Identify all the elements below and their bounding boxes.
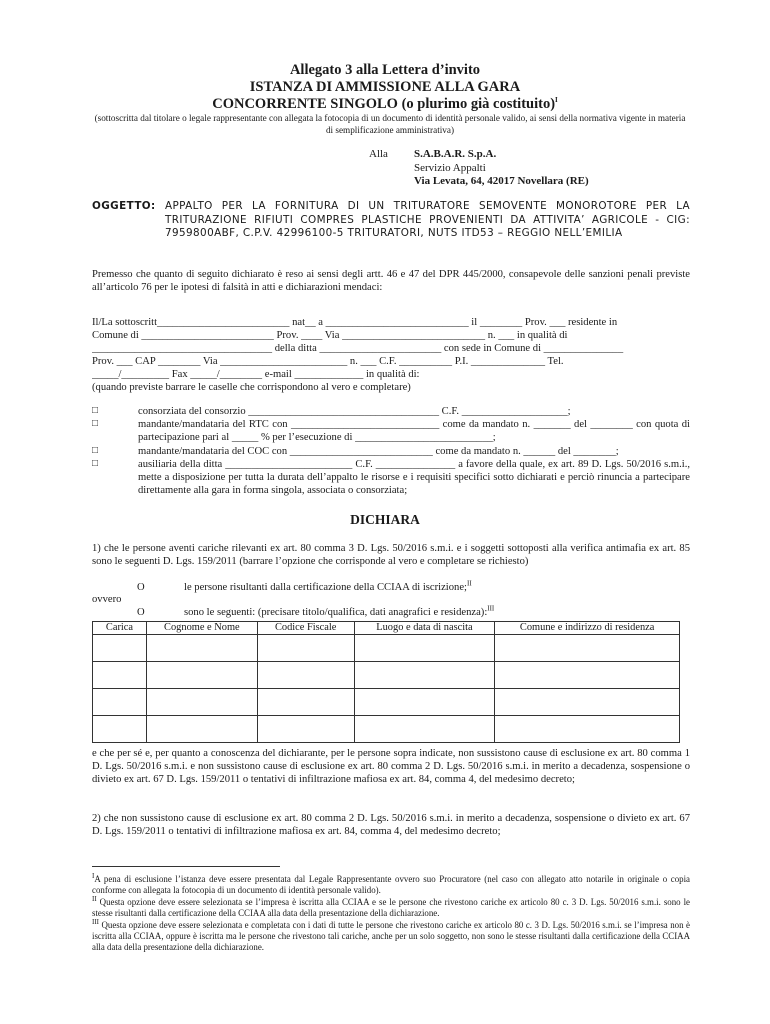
recipient-address: Via Levata, 64, 42017 Novellara (RE) [414, 175, 589, 187]
table-cell[interactable] [354, 662, 495, 689]
col-residenza: Comune e indirizzo di residenza [495, 622, 680, 635]
table-cell[interactable] [257, 689, 354, 716]
table-cell[interactable] [93, 662, 147, 689]
checkbox-coc[interactable]: □ [92, 445, 99, 456]
table-cell[interactable] [495, 635, 680, 662]
identity-line-5: _____/_________ Fax _____/________ e-mail _____________ in qualità di: [92, 369, 420, 380]
table-cell[interactable] [495, 689, 680, 716]
identity-line-1: Il/La sottoscritt_________________________ nat__ a ___________________________ il ________ Prov. ___ residente in [92, 317, 618, 328]
table-header-row [93, 622, 680, 635]
footnote-ref-1: I [555, 96, 558, 105]
option-coc: mandante/mandataria del COC con ___________________________ come da mandato n. ______ del ________; [138, 446, 619, 457]
table-cell[interactable] [257, 635, 354, 662]
table-cell[interactable] [495, 662, 680, 689]
footnote-1-mark: I [92, 872, 95, 881]
ovvero-label: ovvero [92, 594, 122, 605]
table-cell[interactable] [257, 662, 354, 689]
recipient-office: Servizio Appalti [414, 161, 486, 174]
table-cell[interactable] [93, 689, 147, 716]
radio-option-2[interactable]: O [137, 607, 145, 618]
title-line-1: Allegato 3 alla Lettera d’invito [289, 62, 481, 78]
footnote-ref-3: III [487, 604, 495, 613]
footnote-2 [92, 897, 690, 919]
option-rtc: mandante/mandataria del RTC con ____________________________ come da mandato n. _______ del ________ con quota di partecipazione pari al _____ % per l’esecuzione di __________________________; [138, 419, 690, 444]
footnote-2-text: Questa opzione deve essere selezionata se l’impresa è iscritta alla CCIAA e se le persone che rivestono cariche ex articolo 80 c. 3 D. Lgs. 50/2016 s.m.i. sono le stesse risultanti dalla certificazione della CCIAA alla data della presentazione della dichiarazione. [92, 897, 691, 919]
oggetto-label: OGGETTO: [92, 200, 156, 212]
choice-option-1 [184, 579, 472, 593]
identity-line-4: Prov. ___ CAP ________ Via ________________________ n. ___ C.F. __________ P.I. ______________ Tel. [92, 356, 564, 367]
checkbox-consorziata[interactable]: □ [92, 405, 99, 416]
radio-option-1[interactable]: O [137, 582, 145, 593]
title-line-3 [0, 96, 770, 113]
identity-line-3: __________________________________ della ditta _______________________ con sede in Comune di _______________ [92, 343, 624, 354]
table-cell[interactable] [354, 635, 495, 662]
choice-option-2 [184, 604, 495, 618]
title-line-2: ISTANZA DI AMMISSIONE ALLA GARA [249, 79, 521, 95]
table-cell[interactable] [146, 635, 257, 662]
table-row [93, 635, 680, 662]
oggetto-text: APPALTO PER LA FORNITURA DI UN TRITURATORE SEMOVENTE MONOROTORE PER LA TRITURAZIONE RIFIUTI COMPRES PLASTICHE PROVENIENTI DA ATTIVITA’ AGRICOLE - CIG: 7959800ABF, C.P.V. 42996100-5 TRITURATORI, NUTS ITD53 – REGGIO NELL’EMILIA [165, 200, 690, 239]
col-carica: Carica [93, 622, 147, 635]
checkbox-rtc[interactable]: □ [92, 418, 99, 429]
col-luogo-data-nascita: Luogo e data di nascita [354, 622, 495, 635]
after-table-paragraph: e che per sé e, per quanto a conoscenza del dichiarante, per le persone sopra indicate, non sussistono cause di esclusione ex art. 80 comma 1 D. Lgs. 50/2016 s.m.i. e non sussistono cause di esclusione ex art. 80 comma 2 D. Lgs. 50/2016 s.m.i. in merito a decadenza, sospensione o divieto ex art. 67 D. Lgs. 159/2011 o tentativi di infiltrazione mafiosa ex art. 84, comma 4, del medesimo decreto; [92, 748, 690, 786]
footnote-divider [92, 866, 280, 867]
footnote-ref-2: II [467, 579, 472, 588]
table-row [93, 689, 680, 716]
option-consorziata: consorziata del consorzio ____________________________________ C.F. ____________________; [138, 406, 571, 417]
point-2-paragraph: 2) che non sussistono cause di esclusione ex art. 80 comma 2 D. Lgs. 50/2016 s.m.i. in merito a decadenza, sospensione o divieto ex art. 67 D. Lgs. 159/2011 o tentativi di infiltrazione mafiosa ex art. 84, comma 4, del medesimo decreto; [92, 813, 690, 838]
identity-line-6: (quando previste barrare le caselle che corrispondono al vero e completare) [92, 382, 411, 393]
footnote-1 [92, 874, 690, 896]
footnote-1-text: A pena di esclusione l’istanza deve essere presentata dal Legale Rappresentante ovvero suo Procuratore (nel caso con allegato atto notarile in originale o copia conforme con allegata la fotocopia di un documento di identità personale valido). [92, 874, 690, 896]
table-cell[interactable] [93, 716, 147, 743]
premessa-paragraph: Premesso che quanto di seguito dichiarato è reso ai sensi degli artt. 46 e 47 del DPR 445/2000, consapevole delle sanzioni penali previste all’articolo 76 per le ipotesi di falsità in atti e dichiarazioni mendaci: [92, 269, 690, 294]
persons-table [92, 621, 680, 743]
footnote-3-mark: III [92, 918, 99, 927]
choice-option-2-text: sono le seguenti: (precisare titolo/qualifica, dati anagrafici e residenza): [184, 607, 488, 618]
col-cognome-nome: Cognome e Nome [146, 622, 257, 635]
table-cell[interactable] [146, 662, 257, 689]
table-cell[interactable] [146, 716, 257, 743]
table-cell[interactable] [257, 716, 354, 743]
title-line-3-text: CONCORRENTE SINGOLO (o plurimo già costituito) [212, 96, 556, 112]
recipient-alla: Alla [369, 148, 388, 160]
point-1-paragraph: 1) che le persone aventi cariche rilevanti ex art. 80 comma 3 D. Lgs. 50/2016 s.m.i. e i soggetti sottoposti alla verifica antimafia ex art. 85 sono le seguenti D. Lgs. 159/2011 (barrare l’opzione che corrisponde al vero e completare se richiesto) [92, 543, 690, 568]
col-codice-fiscale: Codice Fiscale [257, 622, 354, 635]
table-row [93, 662, 680, 689]
table-cell[interactable] [495, 716, 680, 743]
oggetto-block [92, 200, 690, 239]
checkbox-ausiliaria[interactable]: □ [92, 458, 99, 469]
dichiara-heading: DICHIARA [350, 512, 420, 527]
option-ausiliaria: ausiliaria della ditta ________________________ C.F. _______________ a favore della quale, ex art. 89 D. Lgs. 50/2016 s.m.i., mette a disposizione per tutta la durata dell’appalto le risorse e i requisiti specifici sotto dichiarati e perciò rinuncia a partecipare direttamente alla gara in forma singola, associata o consorziata; [138, 459, 690, 497]
footnote-3 [92, 920, 690, 954]
identity-line-2: Comune di _________________________ Prov. ____ Via ___________________________ n. ___ in qualità di [92, 330, 568, 341]
footnote-2-mark: II [92, 895, 97, 904]
table-cell[interactable] [146, 689, 257, 716]
table-cell[interactable] [354, 716, 495, 743]
recipient-name: S.A.B.A.R. S.p.A. [414, 148, 497, 160]
subtitle: (sottoscritta dal titolare o legale rappresentante con allegata la fotocopia di un documento di identità personale valido, ai sensi della normativa vigente in materia di semplificazione amministrativa) [94, 113, 686, 135]
table-row [93, 716, 680, 743]
table-cell[interactable] [354, 689, 495, 716]
footnote-3-text: Questa opzione deve essere selezionata e completata con i dati di tutte le persone che rivestono cariche ex articolo 80 c. 3 D. Lgs. 50/2016 s.m.i. se l’impresa non è iscritta alla CCIAA, oppure è iscritta ma le persone che rivestono tali cariche, anche per un solo soggetto, non sono le stesse risultanti dalla certificazione della CCIAA alla data della presentazione della dichiarazione. [92, 920, 690, 953]
table-cell[interactable] [93, 635, 147, 662]
choice-option-1-text: le persone risultanti dalla certificazione della CCIAA di iscrizione; [184, 582, 467, 593]
